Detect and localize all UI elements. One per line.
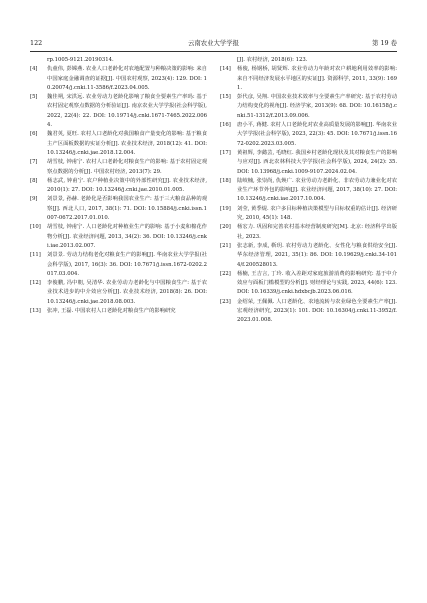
reference-item xyxy=(220,223,397,242)
reference-text: 彭代彦, 吴翔. 中国农业技术效率与全要素生产率研究: 基于农村劳动力结构变化的视角[J]. 经济学家, 2013(9): 68. DOI: 10.16158/j.cnki.51-1312/f.2013.09.006. xyxy=(237,94,397,119)
reference-item xyxy=(220,177,397,205)
reference-text: 杨宏力. 巩固和完善农村基本经营制度研究[M]. 北京: 经济科学出版社, 2023. xyxy=(237,224,397,240)
reference-item xyxy=(30,195,207,223)
reference-item xyxy=(30,158,207,177)
reference-text: 李俊鹏, 冯中朝, 吴清华. 农业劳动力老龄化与中国粮食生产: 基于农业技术进步的中介效应分析[J]. 农业技术经济, 2018(8): 26. DOI: 10.13246/j.cnki.jae.2018.08.003. xyxy=(47,280,207,305)
reference-number: [17] xyxy=(220,149,231,156)
reference-item xyxy=(220,270,397,298)
reference-item xyxy=(220,65,397,93)
reference-number: [18] xyxy=(220,177,231,184)
reference-text: rp.1005-9121.20190314. xyxy=(47,57,114,63)
reference-text: 杨楠, 王吉言, 丁玲. 收入差距对家庭旅游消费的影响研究: 基于中介效应与面板门槛模型的分析[J]. 财经理论与实践, 2023, 44(6): 123. DOI: 10.16339/j.cnki.hdxbcjb.2023.06.016. xyxy=(237,270,397,296)
reference-text: [J]. 农村经济, 2018(6): 123. xyxy=(237,57,308,63)
reference-item xyxy=(30,279,207,307)
running-header xyxy=(30,37,397,49)
reference-number: [20] xyxy=(220,224,231,231)
reference-number: [12] xyxy=(30,280,41,287)
reference-text: 杨志武, 钟甫宁. 农户种植业决策中的外部性研究[J]. 农业技术经济, 2010(1): 27. DOI: 10.13246/j.cnki.jae.2010.01.005. xyxy=(47,177,207,194)
reference-item xyxy=(30,223,207,251)
references-right-column xyxy=(220,56,397,326)
reference-text: 仇童伟, 彭嫦燕. 农业人口老龄化对农地配置与种粮决策的影响: 来自中国家庭金融调查的证据[J]. 中国农村观察, 2023(4): 129. DOI: 10.20074/j.cnki.11-3586/f.2023.04.005. xyxy=(47,66,207,91)
reference-number: [6] xyxy=(30,131,38,138)
reference-number: [8] xyxy=(30,177,38,184)
journal-name: 云南农业大学学报 xyxy=(187,39,240,47)
reference-number: [22] xyxy=(220,270,231,277)
reference-text: 唐小平, 蒋健. 农村人口老龄化对农业高质量发展的影响[J]. 华南农业大学学报(社会科学版), 2023, 22(3): 45. DOI: 10.7671/j.issn.1672-0202.2023.03.005. xyxy=(237,122,397,147)
reference-item xyxy=(30,177,207,196)
reference-item xyxy=(30,130,207,158)
reference-number: [13] xyxy=(30,308,41,315)
reference-text: 胡雪枝, 钟甫宁. 农村人口老龄化对粮食生产的影响: 基于农村固定观察点数据的分析[J]. 中国农村经济, 2013(7): 29. xyxy=(47,159,207,175)
reference-text: 黄祖辉, 李懿芸, 毛晓红. 我国乡村老龄化现状及其对粮食生产的影响与应对[J]. 西北农林科技大学学报(社会科学版), 2024, 24(2): 35. DOI: 10.13968/j.cnki.1009-9107.2024.02.04. xyxy=(237,149,397,175)
reference-item xyxy=(220,298,397,326)
reference-item xyxy=(30,307,207,316)
reference-number: [4] xyxy=(30,66,38,73)
reference-item xyxy=(220,121,397,149)
reference-text: 张志新, 李成, 靳玥. 农村劳动力老龄化、女性化与粮食供给安全[J]. 华东经济管理, 2021, 35(1): 86. DOI: 10.19629/j.cnki.34-1014/f.200528013. xyxy=(237,242,397,268)
reference-item xyxy=(220,242,397,270)
reference-text: 刘景景. 劳动力结构老化对粮食生产的影响[J]. 华南农业大学学报(社会科学版), 2017, 16(3): 36. DOI: 10.7671/j.issn.1672-0202.2017.03.004. xyxy=(47,252,207,277)
reference-number: [7] xyxy=(30,159,38,166)
reference-text: 魏君英, 夏旺. 农村人口老龄化对我国粮食产量变化的影响: 基于粮食主产区面板数据的实证分析[J]. 农业技术经济, 2018(12): 41. DOI: 10.13246/j.cnki.jae.2018.12.004. xyxy=(47,131,207,156)
reference-number: [21] xyxy=(220,242,231,249)
references-left-column xyxy=(30,56,207,316)
reference-text: 金绍荣, 王佩佩. 人口老龄化、农地流转与农业绿色全要素生产率[J]. 宏观经济研究, 2023(1): 101. DOI: 10.16304/j.cnki.11-3952/f.2023.01.008. xyxy=(237,298,397,324)
reference-number: [14] xyxy=(220,66,231,73)
reference-text: 刘莹, 黄季焜. 农户多目标种植决策模型与目标权重的估计[J]. 经济研究, 2010, 45(1): 148. xyxy=(237,205,397,222)
reference-item xyxy=(220,205,397,224)
reference-number: [11] xyxy=(30,252,41,259)
reference-number: [10] xyxy=(30,224,41,231)
reference-text: 魏佳朔, 宋洪远. 农业劳动力老龄化影响了粮食全要素生产率吗: 基于农村固定观察点数据的分析验证[J]. 南京农业大学学报(社会科学版), 2022, 22(4): 22. DOI: 10.19714/j.cnki.1671-7465.2022.0064. xyxy=(47,94,207,129)
reference-item xyxy=(220,149,397,177)
reference-text: 陆岐楠, 张崇尚, 仇焕广. 农业劳动力老龄化、非农劳动力兼业化对农业生产环节外包的影响[J]. 农业经济问题, 2017, 38(10): 27. DOI: 10.13246/j.cnki.iae.2017.10.004. xyxy=(237,177,397,203)
header-rule xyxy=(30,51,397,52)
reference-number: [19] xyxy=(220,205,231,212)
reference-item xyxy=(30,93,207,130)
reference-text: 杨俊, 杨钢桥, 胡贤辉. 农业劳动力年龄对农户耕地利用效率的影响: 来自不同经济发展水平地区的实证[J]. 资源科学, 2011, 33(9): 1691. xyxy=(237,66,397,91)
reference-number: [16] xyxy=(220,122,231,129)
reference-text: 刘景景, 孙赫. 老龄化是否影响我国农业生产: 基于三大粮食品种的观察[J]. 西北人口, 2017, 38(1): 71. DOI: 10.15884/j.cnki.issn.1007-0672.2017.01.010. xyxy=(47,196,207,222)
reference-item xyxy=(220,93,397,121)
reference-item xyxy=(220,56,397,65)
reference-item xyxy=(30,56,207,65)
volume-issue: 第 19 卷 xyxy=(372,39,397,47)
page-number: 122 xyxy=(30,39,43,47)
reference-number: [5] xyxy=(30,94,38,101)
reference-text: 胡雪枝, 钟甫宁. 人口老龄化对种植业生产的影响: 基于小麦和棉花作物分析[J]. 农业经济问题, 2013, 34(2): 36. DOI: 10.13246/j.cnki.iae.2013.02.007. xyxy=(47,224,207,249)
reference-text: 张冲, 王磊. 中国农村人口老龄化对粮食生产的影响研究 xyxy=(47,308,176,315)
reference-number: [9] xyxy=(30,196,38,203)
reference-item xyxy=(30,251,207,279)
reference-number: [23] xyxy=(220,298,231,305)
reference-item xyxy=(30,65,207,93)
reference-number: [15] xyxy=(220,94,231,101)
